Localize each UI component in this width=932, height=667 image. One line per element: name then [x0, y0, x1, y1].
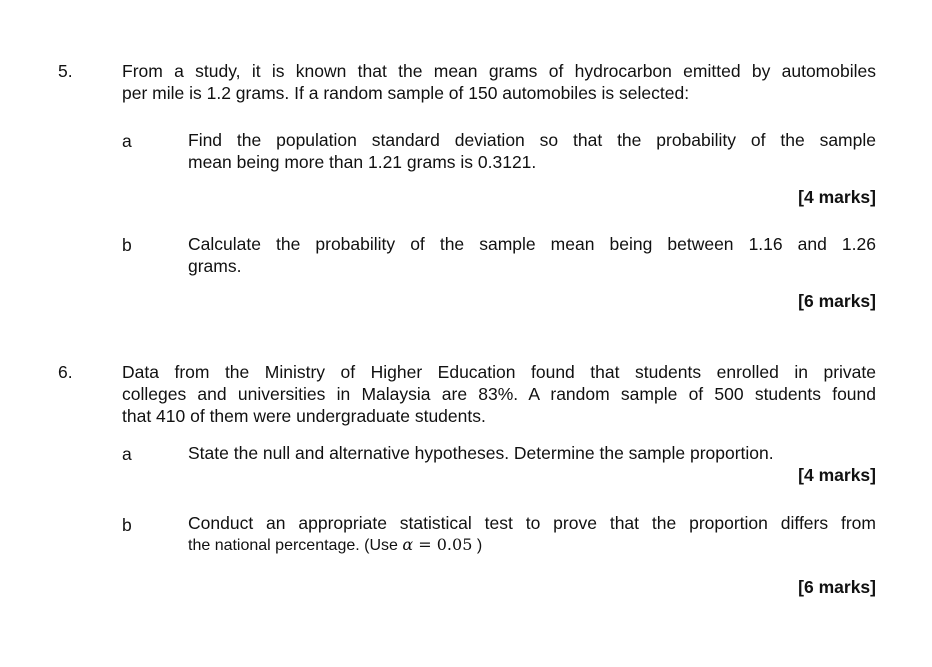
question-6a-marks: [4 marks]	[798, 465, 876, 485]
question-5b-line-2: grams.	[188, 256, 242, 276]
question-6a-text	[188, 442, 876, 464]
question-6b-line-2	[188, 534, 876, 557]
question-6b-marks: [6 marks]	[798, 577, 876, 597]
question-5a-line-1: Find the population standard deviation so that the probability of the sample	[188, 130, 876, 150]
question-6b-line-1: Conduct an appropriate statistical test to prove that the proportion differs from	[188, 513, 876, 533]
alpha-value: = 0.05	[413, 535, 473, 554]
alpha-symbol: α	[402, 535, 414, 554]
question-6b-line-2-text: the national percentage. (Use	[188, 537, 403, 554]
question-5a-line-2: mean being more than 1.21 grams is 0.3121.	[188, 152, 537, 172]
question-5-stem-line-2: per mile is 1.2 grams. If a random sample of 150 automobiles is selected:	[122, 83, 690, 103]
question-6-number: 6.	[58, 362, 73, 382]
question-5b-line-1: Calculate the probability of the sample mean being between 1.16 and 1.26	[188, 234, 876, 254]
question-5a-marks: [4 marks]	[798, 187, 876, 207]
question-6b-text	[188, 512, 876, 557]
closing-paren: )	[472, 537, 483, 554]
question-5a-text	[188, 129, 876, 173]
question-6-stem-line-3: that 410 of them were undergraduate students.	[122, 406, 486, 426]
question-5b-marks: [6 marks]	[798, 291, 876, 311]
question-5-number: 5.	[58, 61, 73, 81]
question-6-stem	[122, 361, 876, 427]
question-6a-line-1: State the null and alternative hypotheses. Determine the sample proportion.	[188, 443, 774, 463]
question-5-stem-line-1: From a study, it is known that the mean grams of hydrocarbon emitted by automobiles	[122, 61, 876, 81]
question-6-stem-line-2: colleges and universities in Malaysia are 83%. A random sample of 500 students found	[122, 384, 876, 404]
question-5b-text	[188, 233, 876, 277]
question-5b-label: b	[122, 235, 132, 255]
question-6a-label: a	[122, 444, 132, 464]
question-6-stem-line-1: Data from the Ministry of Higher Education found that students enrolled in private	[122, 362, 876, 382]
question-5-stem	[122, 60, 876, 104]
question-6b-label: b	[122, 515, 132, 535]
question-5a-label: a	[122, 131, 132, 151]
